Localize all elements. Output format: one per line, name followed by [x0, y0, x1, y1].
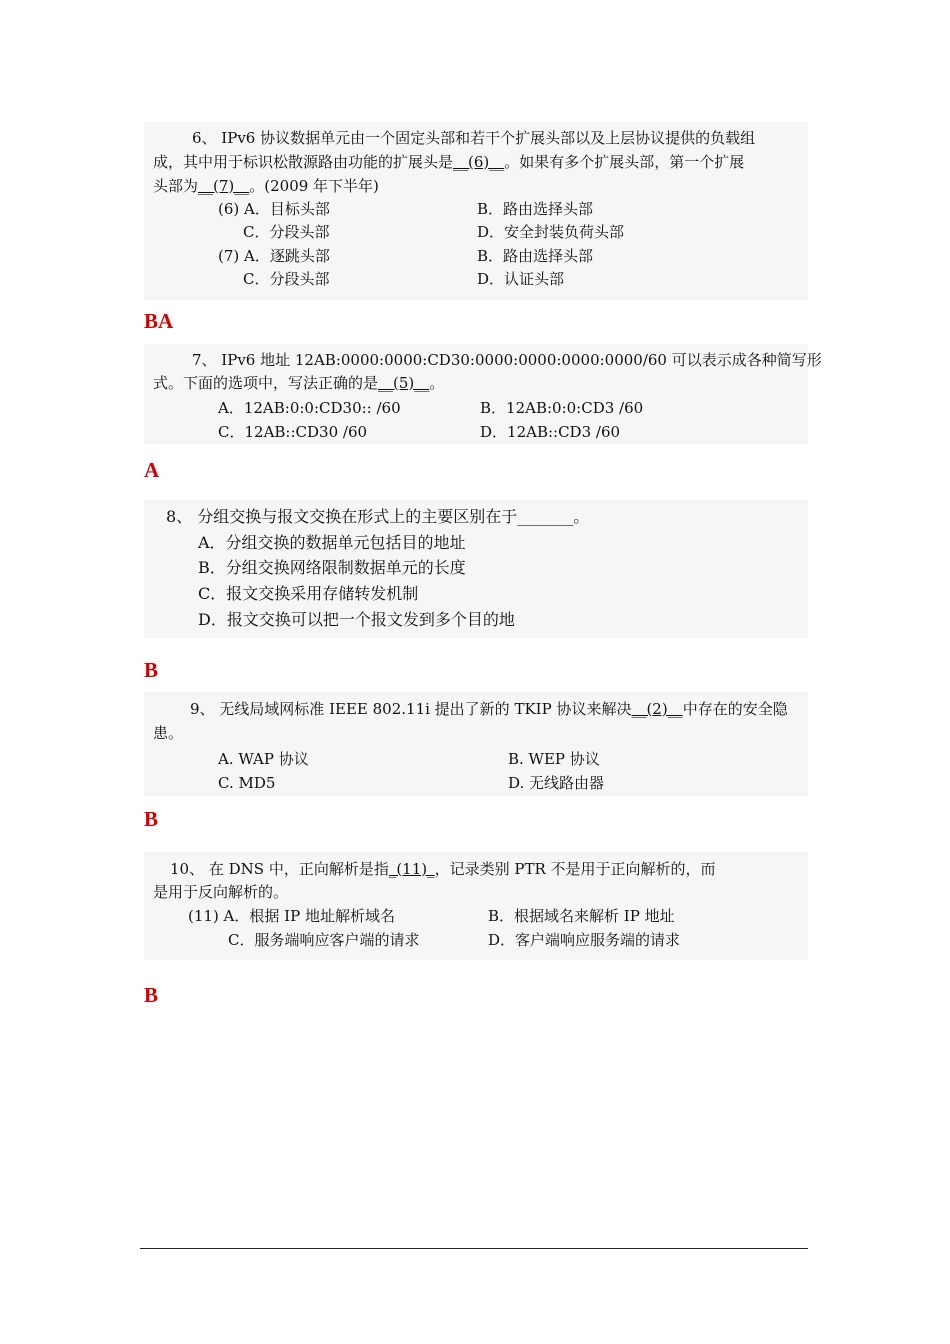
q10-option-a: (11) A．根据 IP 地址解析域名	[188, 907, 395, 925]
q7-blank: __(5)__	[378, 374, 430, 392]
q6-line3-end: 。(2009 年下半年)	[249, 177, 379, 195]
q9-line2: 患。	[153, 724, 184, 742]
q10-option-c: C．服务端响应客户端的请求	[228, 931, 420, 949]
q7-answer: A	[144, 458, 160, 482]
q6-line3	[153, 176, 379, 196]
q6-option-6c: C．分段头部	[243, 223, 330, 241]
q10-blank: _(11)_	[388, 860, 435, 878]
q8-option-c: C．报文交换采用存储转发机制	[198, 584, 419, 603]
q8-line1: 8、 分组交换与报文交换在形式上的主要区别在于_______。	[166, 507, 590, 526]
q6-option-6b: B．路由选择头部	[477, 200, 594, 218]
q9-option-a: A. WAP 协议	[218, 750, 309, 768]
q6-option-7c: C．分段头部	[243, 270, 330, 288]
q10-option-b: B．根据域名来解析 IP 地址	[488, 907, 675, 925]
q6-option-7b: B．路由选择头部	[477, 247, 594, 265]
q10-line2: 是用于反向解析的。	[153, 883, 289, 901]
q6-line2	[153, 152, 744, 172]
q10-answer: B	[144, 983, 159, 1007]
q6-option-7d: D．认证头部	[477, 270, 565, 288]
q6-line2-end: 。如果有多个扩展头部，第一个扩展	[504, 153, 745, 171]
q8-option-b: B．分组交换网络限制数据单元的长度	[198, 558, 466, 577]
q7-option-d: D．12AB::CD3 /60	[480, 423, 621, 441]
q6-line2-start: 成，其中用于标识松散源路由功能的扩展头是	[153, 153, 454, 171]
q7-line1: 7、 IPv6 地址 12AB:0000:0000:CD30:0000:0000:0000:0000/60 可以表示成各种简写形	[192, 351, 822, 369]
q6-blank-6: __(6)__	[453, 153, 505, 171]
q8-option-a: A．分组交换的数据单元包括目的地址	[198, 533, 466, 552]
q6-answer: BA	[144, 309, 174, 333]
q7-option-a: A．12AB:0:0:CD30:: /60	[218, 399, 401, 417]
q9-option-d: D. 无线路由器	[508, 774, 605, 792]
q6-option-7a: (7) A．逐跳头部	[218, 247, 330, 265]
q9-line1	[190, 699, 788, 719]
q8-option-d: D．报文交换可以把一个报文发到多个目的地	[198, 610, 515, 629]
q10-line1-end: ，记录类别 PTR 不是用于正向解析的，而	[434, 860, 716, 878]
q10-line1-start: 10、 在 DNS 中，正向解析是指	[170, 860, 389, 878]
q6-line3-start: 头部为	[153, 177, 199, 195]
q10-option-d: D．客户端响应服务端的请求	[488, 931, 681, 949]
q6-option-6d: D．安全封装负荷头部	[477, 223, 625, 241]
q7-line2-start: 式。下面的选项中，写法正确的是	[153, 374, 379, 392]
q8-answer: B	[144, 658, 159, 682]
q9-line1-start: 9、 无线局域网标准 IEEE 802.11i 提出了新的 TKIP 协议来解决	[190, 700, 632, 718]
q7-option-c: C．12AB::CD30 /60	[218, 423, 368, 441]
q10-line1	[170, 859, 716, 879]
q7-line2	[153, 373, 444, 393]
q9-blank: __(2)__	[631, 700, 683, 718]
q9-line1-end: 中存在的安全隐	[682, 700, 788, 718]
q6-option-6a: (6) A．目标头部	[218, 200, 330, 218]
q7-option-b: B．12AB:0:0:CD3 /60	[480, 399, 644, 417]
q6-line1: 6、 IPv6 协议数据单元由一个固定头部和若干个扩展头部以及上层协议提供的负载组	[192, 129, 756, 147]
q9-option-b: B. WEP 协议	[508, 750, 600, 768]
q7-line2-end: 。	[429, 374, 445, 392]
q9-answer: B	[144, 807, 159, 831]
footer-rule	[140, 1248, 808, 1249]
q6-blank-7: __(7)__	[198, 177, 250, 195]
q9-option-c: C. MD5	[218, 774, 276, 792]
